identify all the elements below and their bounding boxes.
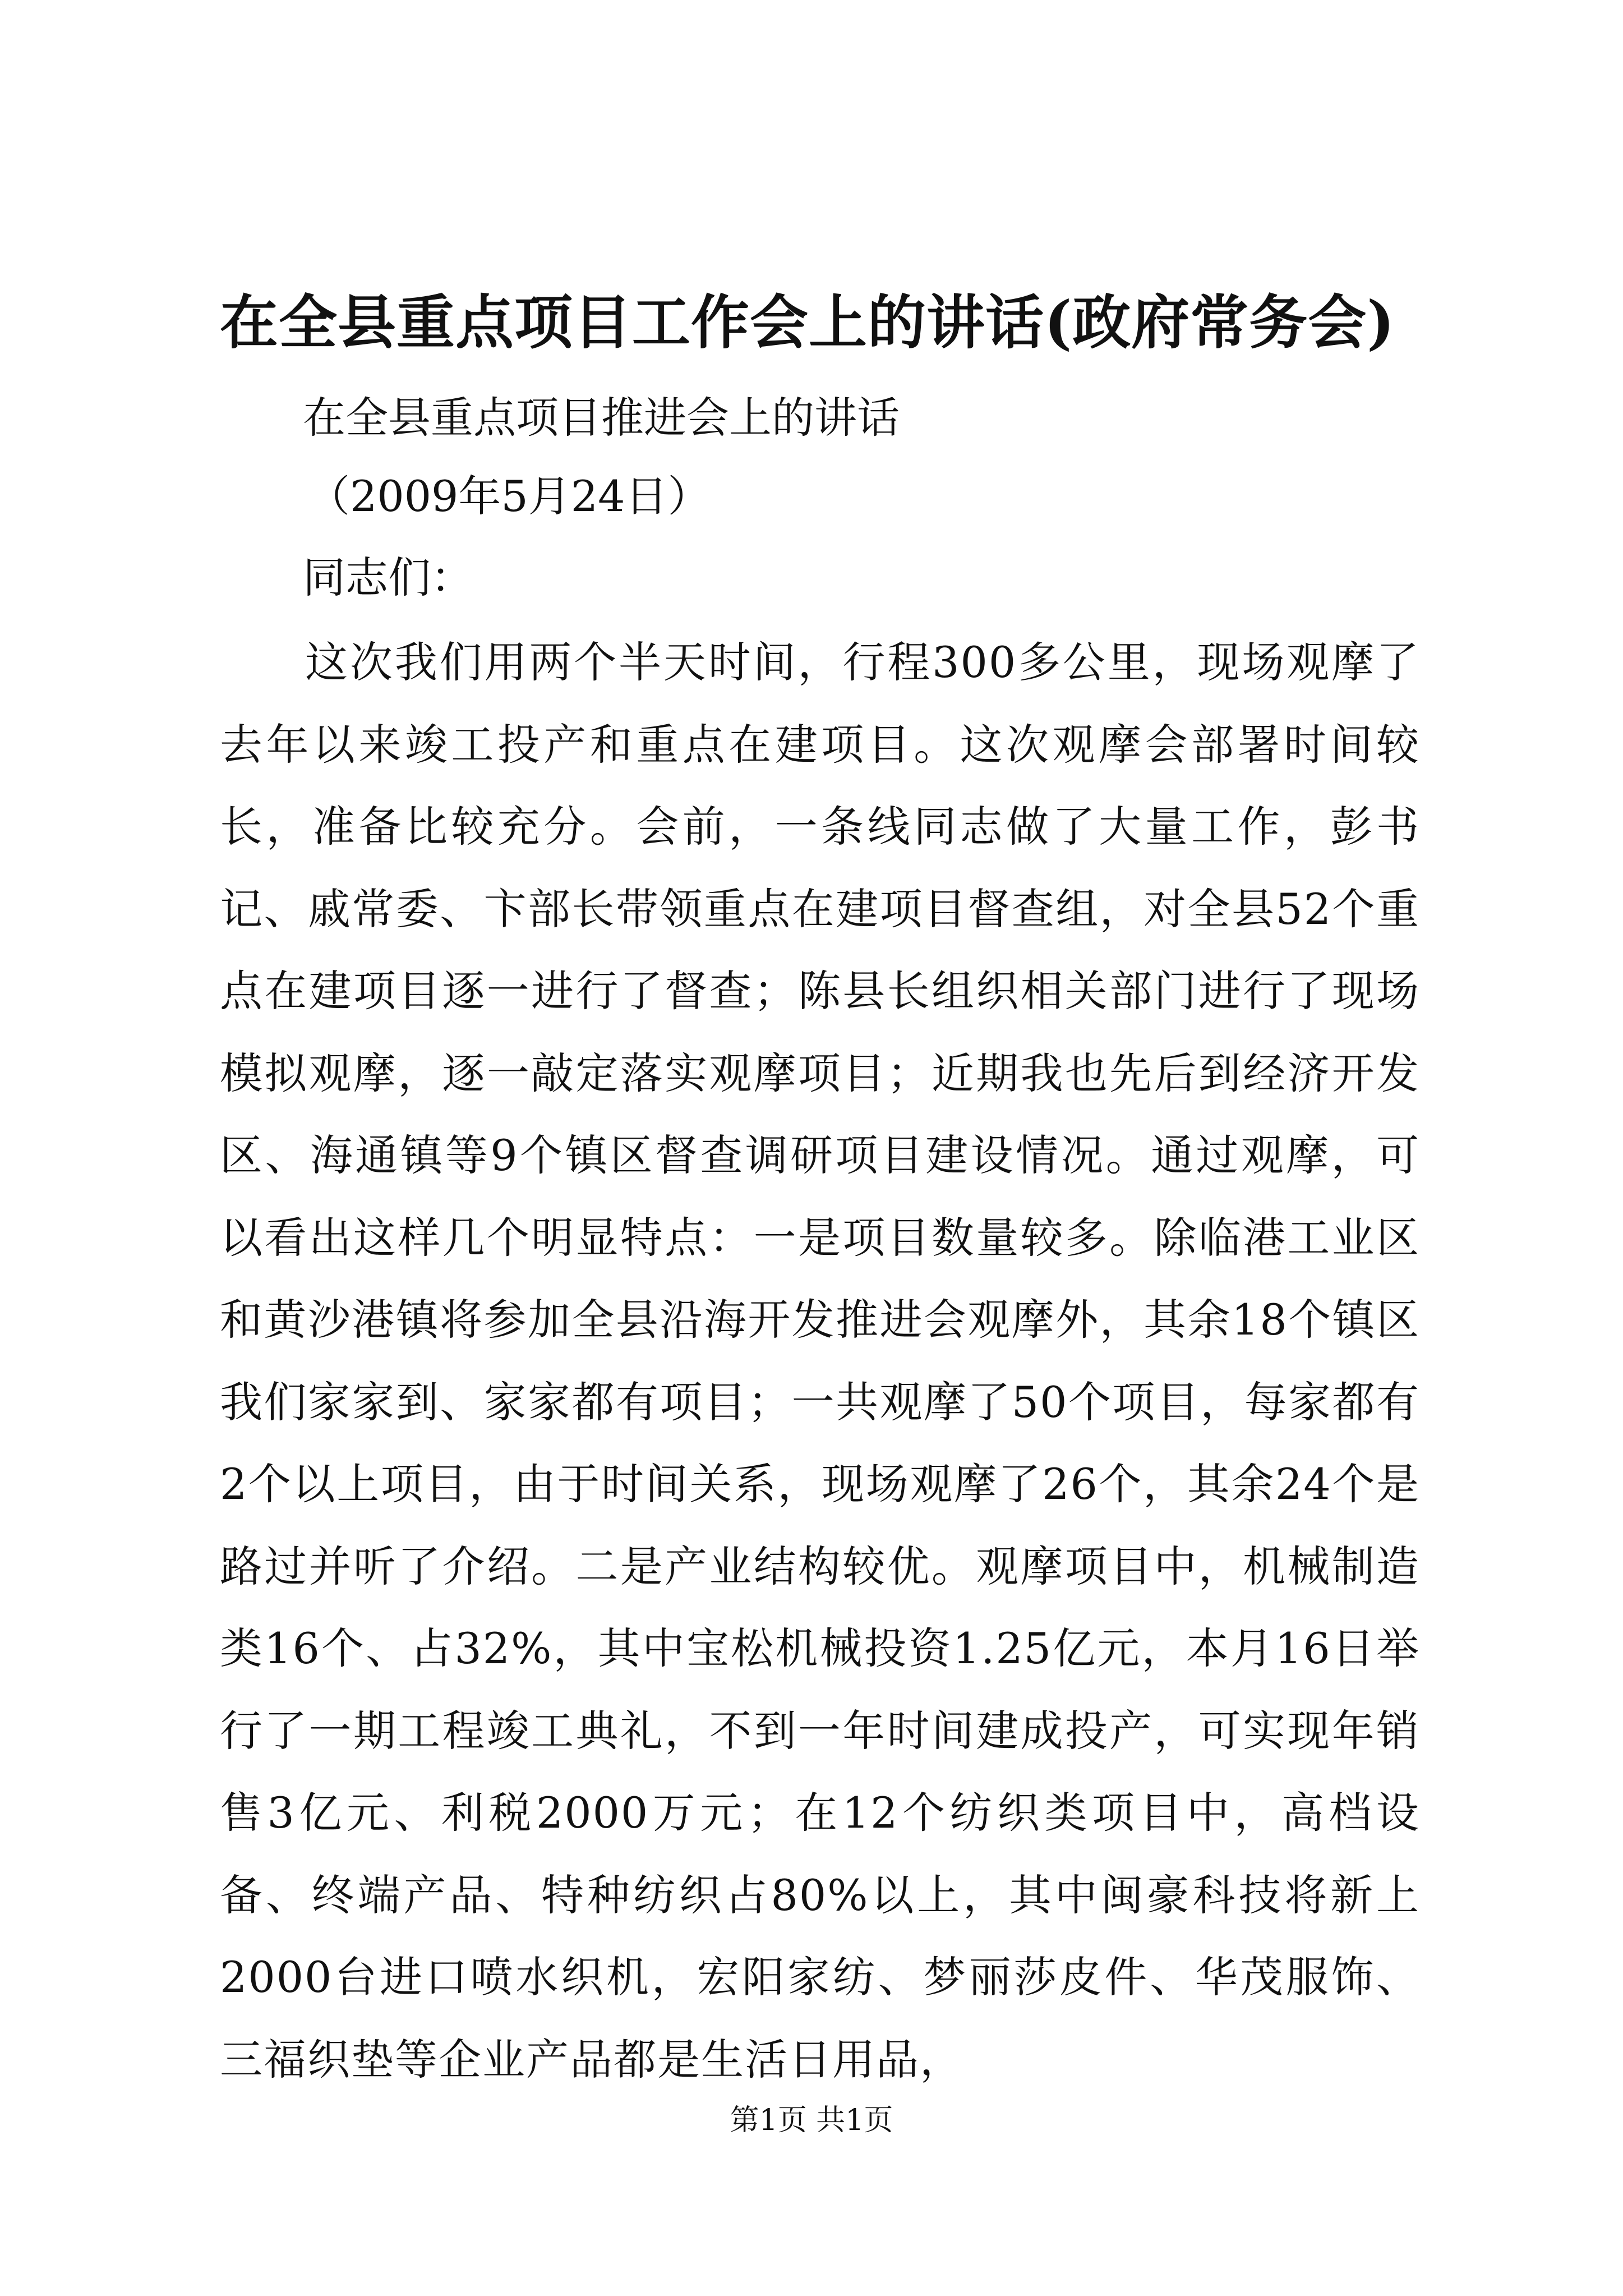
speech-date: （2009年5月24日） <box>307 471 711 521</box>
salutation: 同志们： <box>303 553 473 602</box>
speech-subtitle: 在全县重点项目推进会上的讲话 <box>303 393 900 443</box>
page-number-footer: 第1页 共1页 <box>730 2104 893 2137</box>
body-paragraph: 这次我们用两个半天时间，行程300多公里，现场观摩了去年以来竣工投产和重点在建项目。这次观摩会部署时间较长，准备比较充分。会前，一条线同志做了大量工作，彭书记、戚常委、卞部长带领重点在建项目督查组，对全县52个重点在建项目逐一进行了督查；陈县长组织相关部门进行了现场模拟观摩，逐一敲定落实观摩项目；近期我也先后到经济开发区、海通镇等9个镇区督查调研项目建设情况。通过观摩，可以看出这样几个明显特点：一是项目数量较多。除临港工业区和黄沙港镇将参加全县沿海开发推进会观摩外，其余18个镇区我们家家到、家家都有项目；一共观摩了50个项目，每家都有2个以上项目，由于时间关系，现场观摩了26个，其余24个是路过并听了介绍。二是产业结构较优。观摩项目中，机械制造类16个、占32%，其中宝松机械投资1.25亿元，本月16日举行了一期工程竣工典礼，不到一年时间建成投产，可实现年销售3亿元、利税2000万元；在12个纺织类项目中，高档设备、终端产品、特种纺织占80%以上，其中闽豪科技将新上2000台进口喷水织机，宏阳家纺、梦丽莎皮件、华茂服饰、三福织垫等企业产品都是生活日用品， <box>220 637 1420 2085</box>
document-title: 在全县重点项目工作会上的讲话(政府常务会) <box>220 288 1395 357</box>
